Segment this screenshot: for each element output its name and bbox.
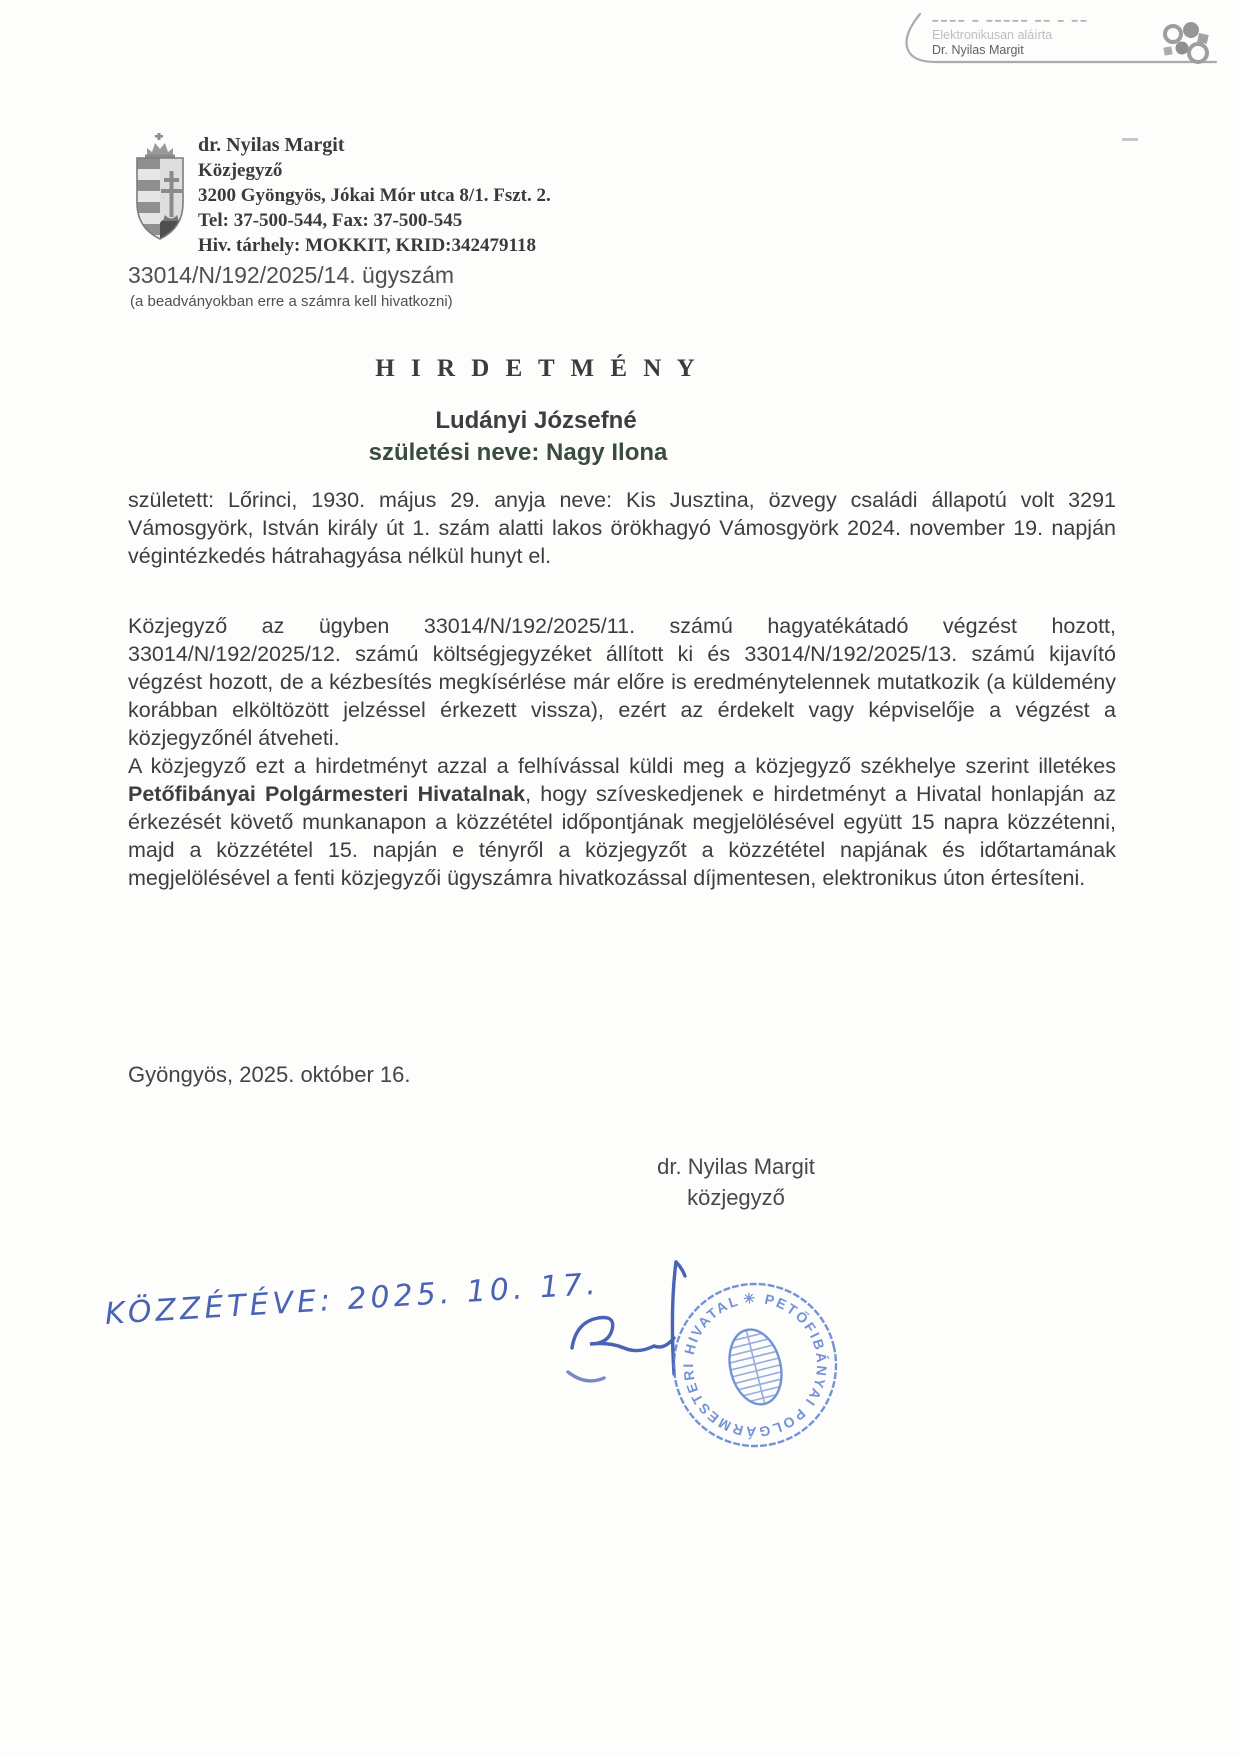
case-number: 33014/N/192/2025/14. ügyszám bbox=[128, 262, 455, 288]
subject-birth-name: születési neve: Nagy Ilona bbox=[368, 439, 668, 466]
letterhead-phone-fax: Tel: 37-500-544, Fax: 37-500-545 bbox=[198, 210, 463, 231]
handwritten-publication-note: KÖZZÉTÉVE: 2025. 10. 17. bbox=[104, 1266, 601, 1332]
case-number-note: (a beadványokban erre a számra kell hivatkozni) bbox=[130, 293, 453, 310]
coat-of-arms bbox=[130, 131, 190, 243]
paragraph-3-lead: A közjegyző ezt a hirdetményt azzal a felhívással küldi meg a közjegyző székhelye szerint illetékes bbox=[128, 754, 1116, 778]
subject-name: Ludányi Józsefné bbox=[435, 407, 637, 434]
esign-illegible-text: –––– – ––––– –– – –– bbox=[932, 13, 1089, 27]
letterhead-title: Közjegyző bbox=[198, 160, 283, 181]
esign-signer-name: Dr. Nyilas Margit bbox=[932, 43, 1024, 57]
letterhead-registry: Hiv. tárhely: MOKKIT, KRID:342479118 bbox=[198, 235, 536, 256]
paragraph-decisions: Közjegyző az ügyben 33014/N/192/2025/11. számú hagyatékátadó végzést hozott, 33014/N/192/2025/12. számú költségjegyzéket állított ki és 33014/N/192/2025/13. számú kijavító végzést hozott, de a kézbesítés megkísérlése már előre is eredménytelennek mutatkozik (a küldemény korábban elköltözött jelzéssel érkezett vissza), ezért az érdekelt vagy képviselője a végzést a közjegyzőnél átveheti. bbox=[128, 614, 1116, 750]
esign-seal-icon bbox=[1160, 20, 1210, 66]
signature-block bbox=[580, 1151, 892, 1213]
paragraph-3-rest: , hogy szíveskedjenek e hirdetményt a Hivatal honlapján az érkezését követő munkanapon a közzététel időpontjának megjelölésével együtt 15 napra közzétenni, majd a közzététel 15. napján e tényről a közjegyzőt a közzététel napjának és időtartamának megjelölésével a fenti közjegyzői ügyszámra hivatkozással díjmentesen, elektronikus úton értesíteni. bbox=[128, 782, 1116, 890]
letterhead-name: dr. Nyilas Margit bbox=[198, 134, 345, 156]
letterhead-address: 3200 Gyöngyös, Jókai Mór utca 8/1. Fszt. 2. bbox=[198, 185, 551, 206]
municipality-office-name: Petőfibányai Polgármesteri Hivatalnak bbox=[128, 782, 526, 806]
place-and-date: Gyöngyös, 2025. október 16. bbox=[128, 1062, 411, 1087]
document-title: H I R D E T M É N Y bbox=[375, 355, 700, 382]
scan-artifact-dash bbox=[1122, 138, 1138, 141]
letterhead bbox=[198, 133, 551, 258]
esign-method-label: Elektronikusan aláírta bbox=[932, 28, 1053, 42]
stamp-circular-text: ✳ PETŐFIBÁNYAI POLGÁRMESTERI HIVATAL bbox=[679, 1289, 831, 1441]
paragraph-publication-request bbox=[128, 752, 1116, 892]
signatory-title: közjegyző bbox=[687, 1185, 785, 1210]
paragraph-death-details: született: Lőrinci, 1930. május 29. anyja neve: Kis Jusztina, özvegy családi állapotú volt 3291 Vámosgyörk, István király út 1. szám alatti lakos örökhagyó Vámosgyörk 2024. november 19. napján végintézkedés hátrahagyása nélkül hunyt el. bbox=[128, 488, 1116, 568]
signatory-name: dr. Nyilas Margit bbox=[657, 1154, 815, 1179]
